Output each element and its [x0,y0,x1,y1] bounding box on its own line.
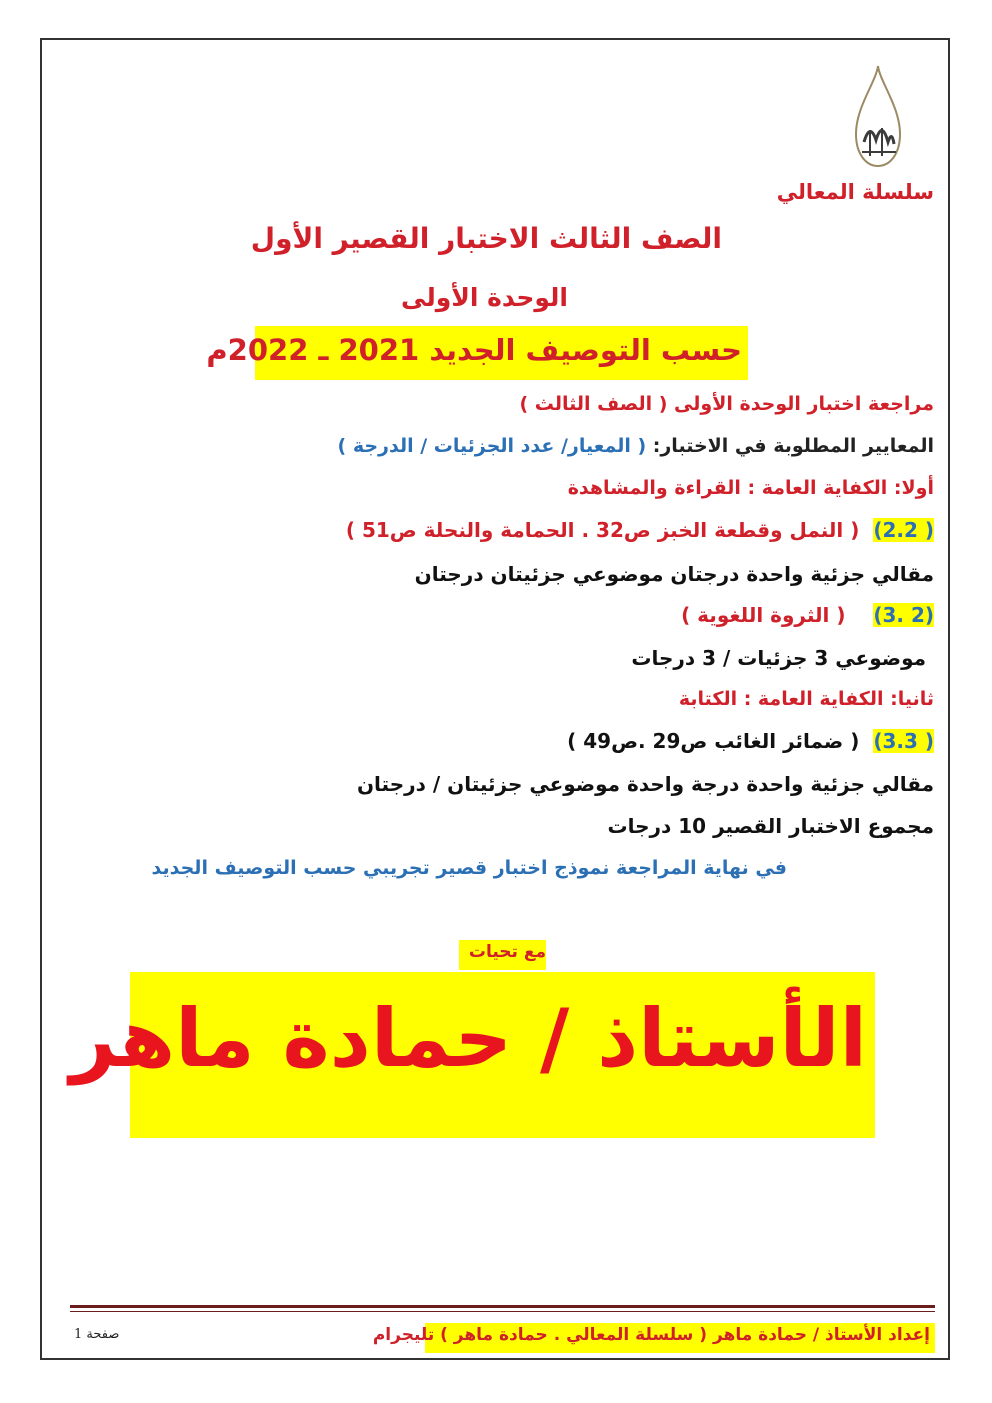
total-line: مجموع الاختبار القصير 10 درجات [607,814,934,838]
item1-code: ( 2.2) [873,518,934,542]
criteria-line [338,435,934,457]
review-heading: مراجعة اختبار الوحدة الأولى ( الصف الثالث ) [519,393,934,415]
spec-title: حسب التوصيف الجديد 2021 ـ 2022م [206,333,742,367]
page-title: الصف الثالث الاختبار القصير الأول [250,222,722,255]
criteria-label: المعايير المطلوبة في الاختبار: [646,435,934,457]
teacher-name: الأستاذ / حمادة ماهر [69,992,867,1085]
series-name: سلسلة المعالي [776,180,934,204]
item2-text: ( الثروة اللغوية ) [681,603,846,627]
item1-detail: مقالي جزئية واحدة درجتان موضوعي جزئيتان درجتان [414,562,934,586]
footer-text: إعداد الأستاذ / حمادة ماهر ( سلسلة المعالي . حمادة ماهر ) تليجرام [372,1325,930,1345]
item1-text: ( النمل وقطعة الخبز ص32 . الحمامة والنحلة ص51 ) [345,518,860,542]
item3-code: ( 3.3) [873,729,934,753]
unit-title: الوحدة الأولى [401,283,568,312]
criteria-columns: ( المعيار/ عدد الجزئيات / الدرجة ) [337,435,647,457]
item2-line [681,603,934,627]
section-first-heading: أولا: الكفاية العامة : القراءة والمشاهدة [567,477,934,499]
section-second-heading: ثانيا: الكفاية العامة : الكتابة [678,688,934,710]
item1-line [346,518,934,542]
item3-detail: مقالي جزئية واحدة درجة واحدة موضوعي جزئيتان / درجتان [356,772,934,796]
item3-line [567,729,934,753]
footer-divider [70,1305,935,1308]
greeting-label: مع تحيات [468,942,546,962]
item2-detail: موضوعي 3 جزئيات / 3 درجات [631,646,926,670]
note-line: في نهاية المراجعة نموذج اختبار قصير تجريبي حسب التوصيف الجديد [151,857,787,879]
page-number: صفحة 1 [74,1327,120,1342]
item2-code: (2 .3) [873,603,934,627]
item3-text: ( ضمائر الغائب ص29 .ص49 ) [567,729,860,753]
ornament-logo [852,62,904,170]
footer-divider-thin [70,1311,935,1312]
